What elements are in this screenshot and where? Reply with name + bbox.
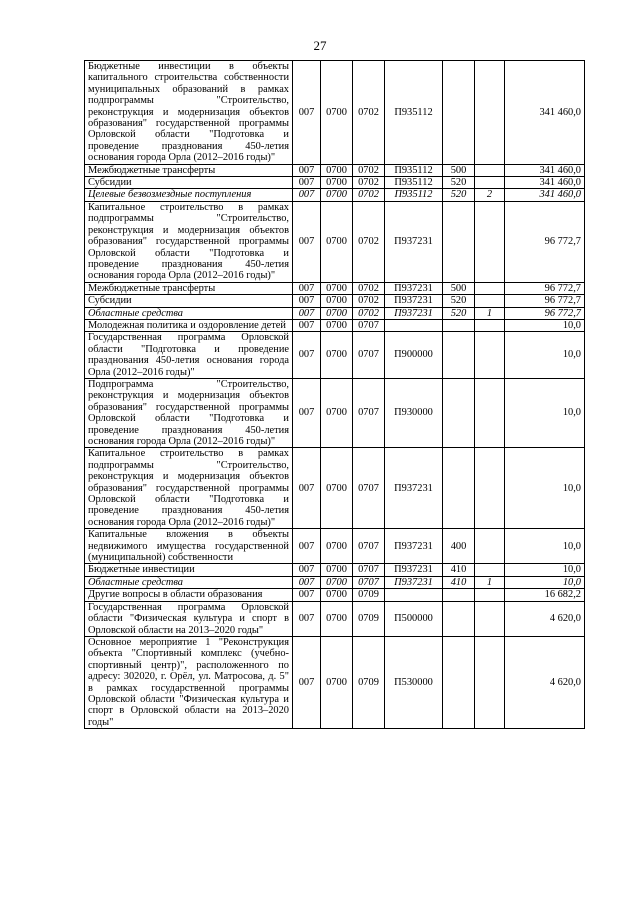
table-body (85, 61, 585, 729)
expense-type-code (443, 589, 475, 601)
funding-source-code (475, 636, 505, 728)
ministry-code: 007 (293, 636, 321, 728)
table-row (85, 564, 585, 576)
amount: 10,0 (505, 332, 585, 379)
section-code: 0700 (321, 378, 353, 447)
expense-type-code (443, 378, 475, 447)
row-name: Субсидии (85, 177, 293, 189)
amount: 10,0 (505, 576, 585, 588)
row-name: Целевые безвозмездные поступления (85, 189, 293, 201)
subsection-code: 0702 (353, 295, 385, 307)
subsection-code: 0702 (353, 282, 385, 294)
funding-source-code: 1 (475, 576, 505, 588)
row-name: Основное мероприятие 1 "Реконструкция объекта "Спортивный комплекс (учебно-спортивный центр)", расположенного по адресу: 302020, г. Орёл, ул. Матросова, д. 5" в рамках государственной программы Орловской области "Физическая культура и спорт в Орловской области на 2013–2020 годы" (85, 636, 293, 728)
target-article-code: П937231 (385, 529, 443, 564)
subsection-code: 0702 (353, 164, 385, 176)
row-name: Межбюджетные трансферты (85, 282, 293, 294)
target-article-code: П935112 (385, 177, 443, 189)
expense-type-code: 520 (443, 307, 475, 319)
expense-type-code: 400 (443, 529, 475, 564)
funding-source-code: 1 (475, 307, 505, 319)
table-row (85, 378, 585, 447)
target-article-code: П935112 (385, 61, 443, 165)
row-name: Областные средства (85, 576, 293, 588)
section-code: 0700 (321, 189, 353, 201)
expense-type-code: 410 (443, 576, 475, 588)
target-article-code: П500000 (385, 601, 443, 636)
page-number: 27 (313, 38, 327, 53)
amount: 341 460,0 (505, 164, 585, 176)
subsection-code: 0702 (353, 307, 385, 319)
table-row (85, 282, 585, 294)
subsection-code: 0707 (353, 564, 385, 576)
table-row (85, 319, 585, 331)
subsection-code: 0702 (353, 61, 385, 165)
row-name: Государственная программа Орловской области "Подготовка и проведение празднования 450-летия основания города Орла (2012–2016 годы)" (85, 332, 293, 379)
subsection-code: 0707 (353, 332, 385, 379)
ministry-code: 007 (293, 319, 321, 331)
table-row (85, 307, 585, 319)
funding-source-code (475, 601, 505, 636)
subsection-code: 0702 (353, 177, 385, 189)
ministry-code: 007 (293, 564, 321, 576)
amount: 4 620,0 (505, 601, 585, 636)
table-row (85, 295, 585, 307)
expense-type-code: 520 (443, 189, 475, 201)
funding-source-code (475, 282, 505, 294)
section-code: 0700 (321, 589, 353, 601)
target-article-code: П937231 (385, 201, 443, 282)
ministry-code: 007 (293, 378, 321, 447)
ministry-code: 007 (293, 576, 321, 588)
section-code: 0700 (321, 576, 353, 588)
amount: 341 460,0 (505, 189, 585, 201)
table-row (85, 201, 585, 282)
expense-type-code: 500 (443, 282, 475, 294)
row-name: Капитальное строительство в рамках подпрограммы "Строительство, реконструкция и модернизация объектов образования" государственной программы Орловской области "Подготовка и проведение празднования 450-летия основания города Орла (2012–2016 годы)" (85, 201, 293, 282)
amount: 10,0 (505, 378, 585, 447)
table-row (85, 164, 585, 176)
expense-type-code (443, 636, 475, 728)
section-code: 0700 (321, 601, 353, 636)
target-article-code: П937231 (385, 295, 443, 307)
funding-source-code (475, 332, 505, 379)
ministry-code: 007 (293, 61, 321, 165)
amount: 10,0 (505, 564, 585, 576)
row-name: Бюджетные инвестиции в объекты капитального строительства собственности муниципальных образований в рамках подпрограммы "Строительство, реконструкция и модернизация объектов образования" государственной программы Орловской области "Подготовка и проведение празднования 450-летия основания города Орла (2012–2016 годы)" (85, 61, 293, 165)
amount: 16 682,2 (505, 589, 585, 601)
section-code: 0700 (321, 332, 353, 379)
row-name: Подпрограмма "Строительство, реконструкция и модернизация объектов образования" государственной программы Орловской области "Подготовка и проведение празднования 450-летия основания города Орла (2012–2016 годы)" (85, 378, 293, 447)
table-row (85, 189, 585, 201)
funding-source-code (475, 295, 505, 307)
target-article-code: П530000 (385, 636, 443, 728)
funding-source-code (475, 529, 505, 564)
expense-type-code: 500 (443, 164, 475, 176)
row-name: Капитальные вложения в объекты недвижимого имущества государственной (муниципальной) собственности (85, 529, 293, 564)
ministry-code: 007 (293, 448, 321, 529)
ministry-code: 007 (293, 177, 321, 189)
ministry-code: 007 (293, 164, 321, 176)
ministry-code: 007 (293, 201, 321, 282)
table-row (85, 177, 585, 189)
section-code: 0700 (321, 564, 353, 576)
expense-type-code (443, 601, 475, 636)
target-article-code: П937231 (385, 282, 443, 294)
amount: 341 460,0 (505, 61, 585, 165)
row-name: Государственная программа Орловской области "Физическая культура и спорт в Орловской области на 2013–2020 годы" (85, 601, 293, 636)
amount: 96 772,7 (505, 201, 585, 282)
target-article-code (385, 589, 443, 601)
amount: 341 460,0 (505, 177, 585, 189)
row-name: Межбюджетные трансферты (85, 164, 293, 176)
amount: 96 772,7 (505, 307, 585, 319)
target-article-code: П935112 (385, 164, 443, 176)
amount: 10,0 (505, 319, 585, 331)
row-name: Молодежная политика и оздоровление детей (85, 319, 293, 331)
expense-type-code (443, 201, 475, 282)
ministry-code: 007 (293, 332, 321, 379)
row-name: Бюджетные инвестиции (85, 564, 293, 576)
row-name: Капитальное строительство в рамках подпрограммы "Строительство, реконструкция и модернизация объектов образования" государственной программы Орловской области "Подготовка и проведение празднования 450-летия основания города Орла (2012–2016 годы)" (85, 448, 293, 529)
section-code: 0700 (321, 201, 353, 282)
amount: 96 772,7 (505, 282, 585, 294)
amount: 96 772,7 (505, 295, 585, 307)
target-article-code: П900000 (385, 332, 443, 379)
ministry-code: 007 (293, 282, 321, 294)
section-code: 0700 (321, 319, 353, 331)
funding-source-code (475, 201, 505, 282)
subsection-code: 0709 (353, 601, 385, 636)
section-code: 0700 (321, 177, 353, 189)
target-article-code (385, 319, 443, 331)
target-article-code: П930000 (385, 378, 443, 447)
expense-type-code: 520 (443, 177, 475, 189)
section-code: 0700 (321, 295, 353, 307)
amount: 10,0 (505, 529, 585, 564)
expense-type-code (443, 319, 475, 331)
expense-type-code: 520 (443, 295, 475, 307)
ministry-code: 007 (293, 589, 321, 601)
subsection-code: 0707 (353, 529, 385, 564)
amount: 10,0 (505, 448, 585, 529)
table-row (85, 576, 585, 588)
table-row (85, 332, 585, 379)
section-code: 0700 (321, 636, 353, 728)
table-row (85, 61, 585, 165)
section-code: 0700 (321, 448, 353, 529)
target-article-code: П937231 (385, 564, 443, 576)
ministry-code: 007 (293, 307, 321, 319)
target-article-code: П937231 (385, 576, 443, 588)
subsection-code: 0709 (353, 636, 385, 728)
expense-type-code (443, 332, 475, 379)
row-name: Субсидии (85, 295, 293, 307)
expense-type-code: 410 (443, 564, 475, 576)
funding-source-code (475, 164, 505, 176)
target-article-code: П937231 (385, 307, 443, 319)
subsection-code: 0702 (353, 201, 385, 282)
table-row (85, 636, 585, 728)
ministry-code: 007 (293, 189, 321, 201)
amount: 4 620,0 (505, 636, 585, 728)
funding-source-code: 2 (475, 189, 505, 201)
funding-source-code (475, 564, 505, 576)
subsection-code: 0707 (353, 448, 385, 529)
funding-source-code (475, 319, 505, 331)
funding-source-code (475, 448, 505, 529)
target-article-code: П937231 (385, 448, 443, 529)
section-code: 0700 (321, 164, 353, 176)
target-article-code: П935112 (385, 189, 443, 201)
row-name: Областные средства (85, 307, 293, 319)
section-code: 0700 (321, 61, 353, 165)
funding-source-code (475, 177, 505, 189)
expense-type-code (443, 448, 475, 529)
table-row (85, 589, 585, 601)
table-row (85, 601, 585, 636)
subsection-code: 0707 (353, 319, 385, 331)
ministry-code: 007 (293, 601, 321, 636)
expense-type-code (443, 61, 475, 165)
funding-source-code (475, 61, 505, 165)
ministry-code: 007 (293, 295, 321, 307)
table-row (85, 529, 585, 564)
subsection-code: 0709 (353, 589, 385, 601)
row-name: Другие вопросы в области образования (85, 589, 293, 601)
ministry-code: 007 (293, 529, 321, 564)
subsection-code: 0707 (353, 576, 385, 588)
funding-source-code (475, 378, 505, 447)
table-row (85, 448, 585, 529)
funding-source-code (475, 589, 505, 601)
section-code: 0700 (321, 282, 353, 294)
budget-table (84, 60, 585, 729)
section-code: 0700 (321, 307, 353, 319)
section-code: 0700 (321, 529, 353, 564)
subsection-code: 0702 (353, 189, 385, 201)
subsection-code: 0707 (353, 378, 385, 447)
